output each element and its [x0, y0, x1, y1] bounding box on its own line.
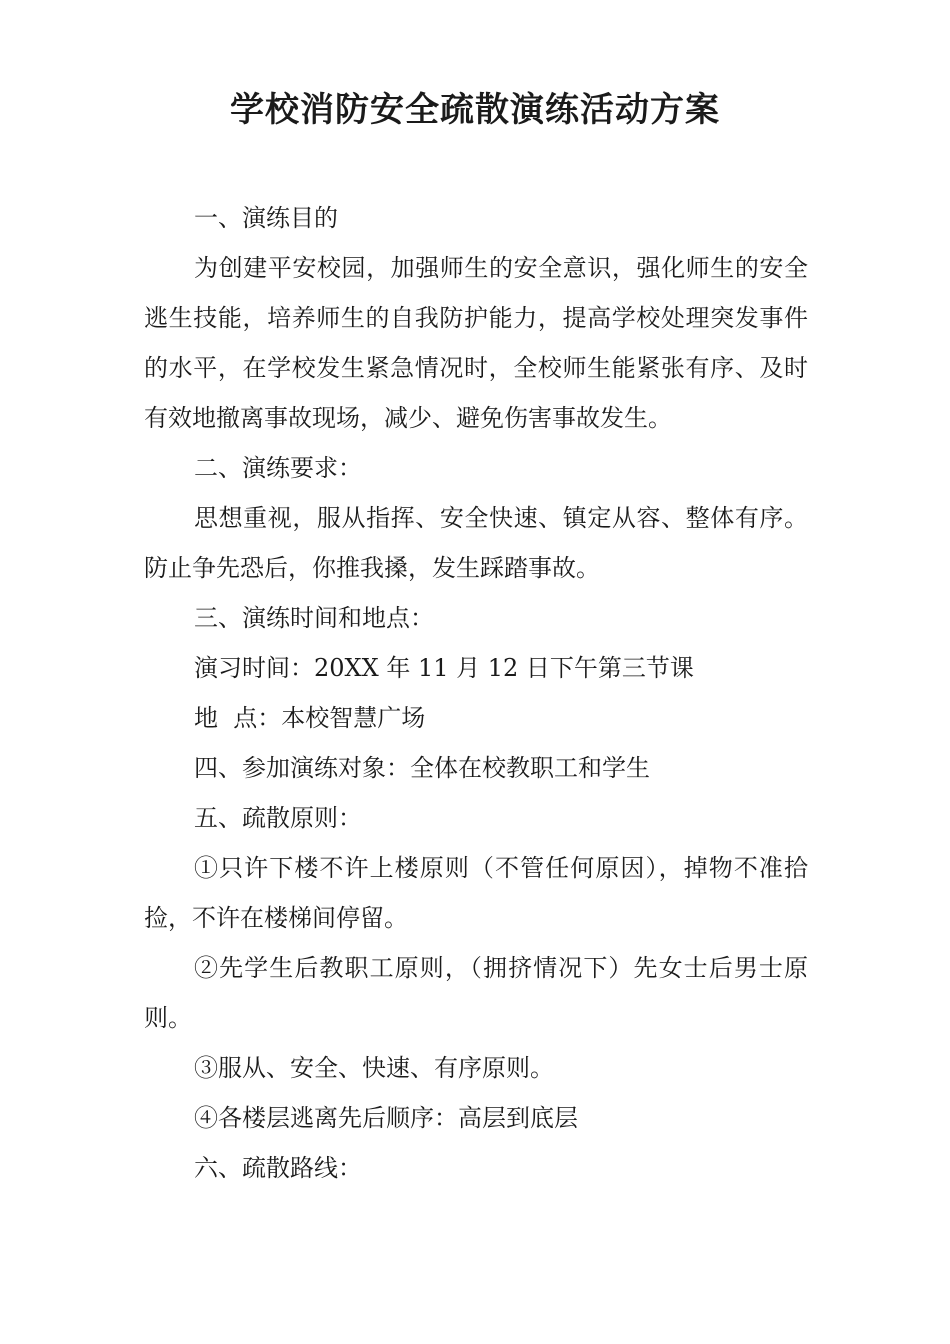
- principle-item-4: ④各楼层逃离先后顺序：高层到底层: [194, 1104, 578, 1132]
- principle-item-3: ③服从、安全、快速、有序原则。: [194, 1054, 554, 1082]
- principle-item-1: ①只许下楼不许上楼原则（不管任何原因），掉物不准拾捡，不许在楼梯间停留。: [144, 854, 808, 932]
- section-heading-drill-purpose: 一、演练目的: [194, 204, 338, 232]
- section-heading-evacuation-principles: 五、疏散原则：: [194, 804, 362, 832]
- paragraph-drill-purpose: 为创建平安校园，加强师生的安全意识，强化师生的安全逃生技能，培养师生的自我防护能力，提高学校处理突发事件的水平，在学校发生紧急情况时，全校师生能紧张有序、及时有效地撤离事故现场，减少、避免伤害事故发生。: [144, 254, 808, 432]
- document-body: [144, 193, 808, 1193]
- section-heading-drill-requirements: 二、演练要求：: [194, 454, 362, 482]
- section-heading-participants: 四、参加演练对象：全体在校教职工和学生: [194, 754, 650, 782]
- paragraph-drill-time: 演习时间：20XX 年 11 月 12 日下午第三节课: [194, 654, 694, 682]
- section-heading-evacuation-routes: 六、疏散路线：: [194, 1154, 362, 1182]
- document-title: 学校消防安全疏散演练活动方案: [230, 90, 720, 130]
- section-heading-time-and-place: 三、演练时间和地点：: [194, 604, 434, 632]
- paragraph-drill-requirements: 思想重视，服从指挥、安全快速、镇定从容、整体有序。防止争先恐后，你推我搡，发生踩踏事故。: [144, 504, 808, 582]
- principle-item-2: ②先学生后教职工原则，（拥挤情况下）先女士后男士原则。: [144, 954, 808, 1032]
- paragraph-drill-location: 地 点：本校智慧广场: [194, 704, 426, 732]
